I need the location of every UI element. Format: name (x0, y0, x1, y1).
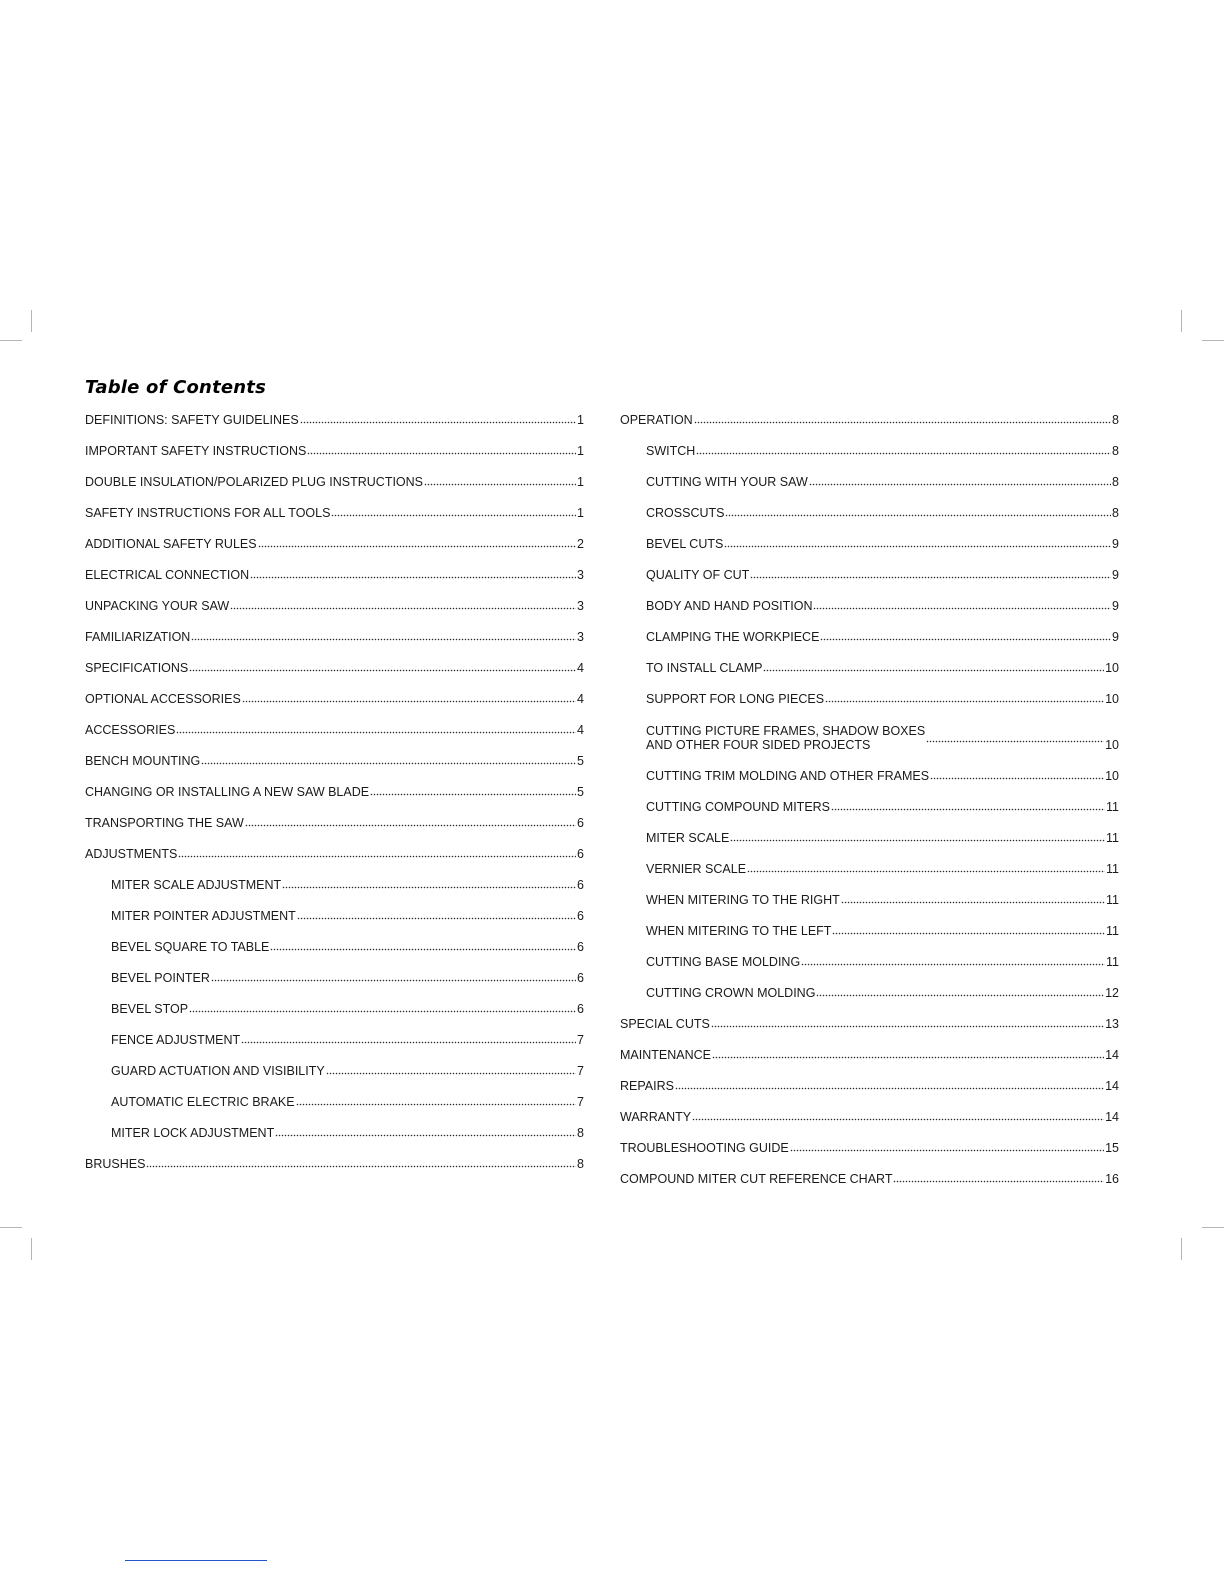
dot-leader (930, 770, 1104, 780)
toc-entry[interactable] (620, 791, 1119, 822)
toc-entry[interactable] (620, 1132, 1119, 1163)
dot-leader (730, 832, 1105, 842)
toc-entry[interactable] (620, 528, 1119, 559)
toc-entry-page: 12 (1105, 985, 1119, 1000)
dot-leader (763, 662, 1104, 672)
toc-entry-label: AUTOMATIC ELECTRIC BRAKE (111, 1094, 295, 1109)
toc-entry-label: CUTTING TRIM MOLDING AND OTHER FRAMES (646, 768, 930, 783)
toc-entry-label: CLAMPING THE WORKPIECE (646, 629, 820, 644)
toc-entry-label: OPERATION (620, 412, 693, 427)
toc-entry-label: TRANSPORTING THE SAW (85, 815, 244, 830)
toc-entry[interactable] (620, 621, 1119, 652)
toc-entry[interactable] (620, 497, 1119, 528)
toc-entry-page: 3 (577, 567, 584, 582)
dot-leader (809, 476, 1111, 486)
toc-entry[interactable] (85, 1117, 584, 1148)
toc-entry-label: ELECTRICAL CONNECTION (85, 567, 250, 582)
toc-entry-label: CUTTING PICTURE FRAMES, SHADOW BOXES AND OTHER FOUR SIDED PROJECTS (646, 724, 926, 752)
toc-entry-label: DOUBLE INSULATION/POLARIZED PLUG INSTRUCTIONS (85, 474, 424, 489)
toc-entry-page: 6 (577, 1001, 584, 1016)
toc-entry-page: 15 (1105, 1140, 1119, 1155)
toc-entry[interactable] (620, 1070, 1119, 1101)
dot-leader (692, 1111, 1104, 1121)
toc-entry-page: 1 (577, 505, 584, 520)
dot-leader (211, 972, 576, 982)
link-underline (125, 1560, 267, 1561)
toc-entry[interactable] (85, 435, 584, 466)
toc-entry-page: 8 (1112, 505, 1119, 520)
toc-entry-page: 1 (577, 412, 584, 427)
toc-entry[interactable] (85, 590, 584, 621)
dot-leader (191, 631, 576, 641)
dot-leader (245, 817, 576, 827)
toc-entry-label: CUTTING WITH YOUR SAW (646, 474, 808, 489)
toc-entry-label: VERNIER SCALE (646, 861, 747, 876)
toc-entry-page: 11 (1106, 954, 1119, 969)
toc-entry-label: MITER SCALE (646, 830, 730, 845)
dot-leader (201, 755, 576, 765)
toc-entry-page: 9 (1112, 536, 1119, 551)
toc-entry-label: TO INSTALL CLAMP (646, 660, 763, 675)
dot-leader (241, 1034, 576, 1044)
dot-leader (275, 1127, 576, 1137)
toc-entry-label: COMPOUND MITER CUT REFERENCE CHART (620, 1171, 893, 1186)
toc-entry[interactable] (85, 497, 584, 528)
toc-entry-label: FENCE ADJUSTMENT (111, 1032, 241, 1047)
crop-mark (1181, 310, 1182, 332)
page-title: Table of Contents (85, 377, 267, 398)
dot-leader (230, 600, 576, 610)
dot-leader (813, 600, 1111, 610)
toc-entry[interactable] (620, 1008, 1119, 1039)
toc-entry-page: 4 (577, 660, 584, 675)
dot-leader (242, 693, 576, 703)
toc-entry-label: CHANGING OR INSTALLING A NEW SAW BLADE (85, 784, 370, 799)
toc-entry-page: 5 (577, 784, 584, 799)
toc-entry-page: 3 (577, 629, 584, 644)
toc-entry[interactable] (620, 652, 1119, 683)
toc-entry-label: BEVEL POINTER (111, 970, 210, 985)
toc-entry-label: CROSSCUTS (646, 505, 725, 520)
dot-leader (712, 1049, 1104, 1059)
toc-entry-label: QUALITY OF CUT (646, 567, 750, 582)
toc-entry-page: 8 (577, 1156, 584, 1171)
dot-leader (694, 414, 1111, 424)
toc-entry[interactable] (85, 776, 584, 807)
toc-entry[interactable] (620, 404, 1119, 435)
toc-entry-label: WHEN MITERING TO THE RIGHT (646, 892, 840, 907)
toc-entry-page: 11 (1106, 861, 1119, 876)
crop-mark (1202, 1227, 1224, 1228)
dot-leader (296, 1096, 576, 1106)
toc-entry[interactable] (85, 1148, 584, 1179)
crop-mark (0, 340, 22, 341)
toc-entry-page: 14 (1105, 1109, 1119, 1124)
toc-entry-label: TROUBLESHOOTING GUIDE (620, 1140, 789, 1155)
toc-entry-label: MAINTENANCE (620, 1047, 711, 1062)
toc-entry[interactable] (85, 869, 584, 900)
dot-leader (370, 786, 576, 796)
dot-leader (724, 538, 1111, 548)
toc-entry-label: CUTTING CROWN MOLDING (646, 985, 816, 1000)
toc-entry-page: 10 (1105, 691, 1119, 706)
toc-entry-page: 6 (577, 846, 584, 861)
toc-entry[interactable] (85, 962, 584, 993)
toc-entry[interactable] (620, 915, 1119, 946)
dot-leader (258, 538, 576, 548)
toc-entry-label: OPTIONAL ACCESSORIES (85, 691, 241, 706)
dot-leader (300, 414, 576, 424)
dot-leader (326, 1065, 576, 1075)
toc-entry-label: BENCH MOUNTING (85, 753, 201, 768)
toc-entry[interactable] (85, 745, 584, 776)
toc-entry[interactable] (85, 559, 584, 590)
dot-leader (189, 662, 576, 672)
toc-entry-label: BODY AND HAND POSITION (646, 598, 813, 613)
toc-entry[interactable] (85, 714, 584, 745)
toc-entry-page: 10 (1105, 738, 1119, 752)
toc-entry-label: FAMILIARIZATION (85, 629, 191, 644)
toc-entry-page: 6 (577, 908, 584, 923)
toc-entry-page: 8 (1112, 474, 1119, 489)
dot-leader (832, 925, 1105, 935)
toc-entry[interactable] (620, 683, 1119, 714)
toc-entry-page: 7 (577, 1032, 584, 1047)
toc-entry-label: CUTTING BASE MOLDING (646, 954, 801, 969)
toc-entry[interactable] (620, 822, 1119, 853)
toc-left-column (85, 404, 584, 1179)
toc-entry-page: 13 (1105, 1016, 1119, 1031)
toc-entry[interactable] (620, 590, 1119, 621)
dot-leader (831, 801, 1105, 811)
toc-entry-label: BEVEL STOP (111, 1001, 189, 1016)
toc-entry-label: GUARD ACTUATION AND VISIBILITY (111, 1063, 325, 1078)
toc-entry[interactable] (85, 652, 584, 683)
dot-leader (307, 445, 576, 455)
toc-entry-page: 4 (577, 691, 584, 706)
toc-entry[interactable] (85, 1024, 584, 1055)
toc-entry-page: 8 (577, 1125, 584, 1140)
toc-entry-label: SPECIFICATIONS (85, 660, 189, 675)
toc-entry-label: SPECIAL CUTS (620, 1016, 710, 1031)
dot-leader (801, 956, 1105, 966)
toc-entry-label: CUTTING COMPOUND MITERS (646, 799, 831, 814)
dot-leader (675, 1080, 1104, 1090)
toc-entry-page: 16 (1105, 1171, 1119, 1186)
dot-leader (282, 879, 576, 889)
toc-entry[interactable] (620, 977, 1119, 1008)
toc-entry[interactable] (620, 435, 1119, 466)
dot-leader (825, 693, 1104, 703)
toc-entry[interactable] (620, 946, 1119, 977)
toc-entry[interactable] (85, 528, 584, 559)
toc-entry-label: BRUSHES (85, 1156, 146, 1171)
toc-entry-label: WARRANTY (620, 1109, 692, 1124)
toc-entry-page: 11 (1106, 923, 1119, 938)
crop-mark (31, 310, 32, 332)
toc-entry-label: WHEN MITERING TO THE LEFT (646, 923, 832, 938)
toc-entry-label: MITER SCALE ADJUSTMENT (111, 877, 282, 892)
toc-entry-page: 6 (577, 815, 584, 830)
toc-entry-page: 6 (577, 970, 584, 985)
dot-leader (725, 507, 1111, 517)
toc-entry-page: 1 (577, 474, 584, 489)
toc-entry[interactable] (85, 466, 584, 497)
toc-entry-label: REPAIRS (620, 1078, 674, 1093)
toc-entry-page: 11 (1106, 892, 1119, 907)
dot-leader (926, 733, 1104, 743)
toc-entry-page: 4 (577, 722, 584, 737)
dot-leader (816, 987, 1104, 997)
toc-entry-page: 9 (1112, 567, 1119, 582)
toc-entry[interactable] (620, 1039, 1119, 1070)
toc-entry-label: SUPPORT FOR LONG PIECES (646, 691, 825, 706)
toc-entry-label: DEFINITIONS: SAFETY GUIDELINES (85, 412, 299, 427)
dot-leader (790, 1142, 1104, 1152)
toc-entry-page: 7 (577, 1094, 584, 1109)
toc-entry-label: BEVEL CUTS (646, 536, 724, 551)
toc-entry-page: 3 (577, 598, 584, 613)
crop-mark (1181, 1238, 1182, 1260)
toc-entry[interactable] (85, 993, 584, 1024)
dot-leader (711, 1018, 1104, 1028)
dot-leader (297, 910, 576, 920)
toc-entry[interactable] (620, 466, 1119, 497)
toc-entry[interactable] (85, 683, 584, 714)
dot-leader (146, 1158, 576, 1168)
toc-entry-page: 6 (577, 877, 584, 892)
dot-leader (747, 863, 1105, 873)
toc-entry[interactable] (85, 838, 584, 869)
dot-leader (270, 941, 576, 951)
toc-entry-page: 10 (1105, 768, 1119, 783)
toc-entry[interactable] (620, 1101, 1119, 1132)
toc-entry-label: MITER LOCK ADJUSTMENT (111, 1125, 275, 1140)
toc-entry-label: ACCESSORIES (85, 722, 176, 737)
dot-leader (820, 631, 1111, 641)
toc-entry-page: 1 (577, 443, 584, 458)
toc-entry-page: 10 (1105, 660, 1119, 675)
toc-entry[interactable] (85, 621, 584, 652)
toc-entry[interactable] (85, 1055, 584, 1086)
toc-entry-label: ADJUSTMENTS (85, 846, 178, 861)
dot-leader (178, 848, 576, 858)
toc-entry-label: SWITCH (646, 443, 696, 458)
toc-entry-page: 6 (577, 939, 584, 954)
crop-mark (31, 1238, 32, 1260)
crop-mark (0, 1227, 22, 1228)
dot-leader (250, 569, 576, 579)
toc-entry-page: 9 (1112, 629, 1119, 644)
toc-entry[interactable] (620, 760, 1119, 791)
toc-entry[interactable] (620, 884, 1119, 915)
toc-entry-page: 2 (577, 536, 584, 551)
dot-leader (696, 445, 1111, 455)
toc-entry-label: MITER POINTER ADJUSTMENT (111, 908, 296, 923)
toc-entry[interactable] (85, 931, 584, 962)
toc-entry-page: 11 (1106, 830, 1119, 845)
dot-leader (424, 476, 576, 486)
dot-leader (189, 1003, 576, 1013)
toc-entry-label: SAFETY INSTRUCTIONS FOR ALL TOOLS (85, 505, 331, 520)
dot-leader (176, 724, 576, 734)
toc-entry-label: IMPORTANT SAFETY INSTRUCTIONS (85, 443, 307, 458)
toc-entry-page: 8 (1112, 443, 1119, 458)
toc-entry[interactable] (620, 714, 1119, 760)
toc-entry-page: 5 (577, 753, 584, 768)
crop-mark (1202, 340, 1224, 341)
dot-leader (841, 894, 1105, 904)
toc-entry[interactable] (85, 404, 584, 435)
dot-leader (893, 1173, 1104, 1183)
toc-entry-page: 14 (1105, 1078, 1119, 1093)
toc-entry-page: 7 (577, 1063, 584, 1078)
dot-leader (331, 507, 576, 517)
toc-entry-label: UNPACKING YOUR SAW (85, 598, 230, 613)
toc-entry-page: 8 (1112, 412, 1119, 427)
toc-entry-label: BEVEL SQUARE TO TABLE (111, 939, 270, 954)
toc-entry[interactable] (85, 807, 584, 838)
toc-entry[interactable] (620, 1163, 1119, 1194)
dot-leader (750, 569, 1111, 579)
toc-right-column (620, 404, 1119, 1194)
toc-entry-page: 14 (1105, 1047, 1119, 1062)
toc-entry[interactable] (85, 1086, 584, 1117)
toc-entry-page: 11 (1106, 799, 1119, 814)
toc-entry[interactable] (620, 853, 1119, 884)
toc-entry[interactable] (620, 559, 1119, 590)
toc-entry[interactable] (85, 900, 584, 931)
toc-entry-page: 9 (1112, 598, 1119, 613)
toc-entry-label: ADDITIONAL SAFETY RULES (85, 536, 257, 551)
